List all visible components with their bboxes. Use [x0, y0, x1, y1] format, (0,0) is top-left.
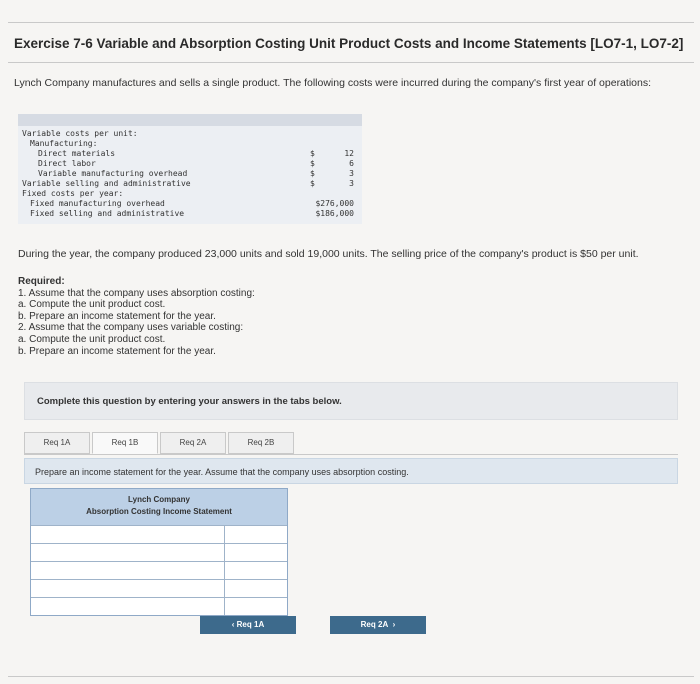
cost-row: [18, 179, 362, 189]
cost-table-header-band: [18, 114, 362, 126]
next-req-label: Req 2A: [360, 620, 389, 629]
cost-label: Fixed costs per year:: [22, 189, 124, 198]
required-item: b. Prepare an income statement for the year.: [18, 345, 216, 357]
statement-label-input[interactable]: [31, 600, 224, 617]
scenario-text: During the year, the company produced 23,000 units and sold 19,000 units. The selling price of the company's product is $50 per unit.: [18, 248, 639, 260]
tab-req-1b[interactable]: Req 1B: [92, 432, 158, 454]
statement-row: [31, 597, 287, 615]
required-item: 1. Assume that the company uses absorption costing:: [18, 287, 255, 299]
prompt-text: Prepare an income statement for the year. Assume that the company uses absorption costing.: [35, 467, 409, 477]
required-item: 2. Assume that the company uses variable costing:: [18, 322, 244, 334]
cost-value: 3: [349, 179, 354, 188]
cost-row: [18, 169, 362, 179]
top-divider: [8, 22, 694, 23]
cost-label: Manufacturing:: [30, 139, 98, 148]
statement-row: [31, 561, 287, 579]
next-req-button[interactable]: [330, 616, 426, 634]
exercise-title: Exercise 7-6 Variable and Absorption Costing Unit Product Costs and Income Statements [LO7-1, LO7-2]: [14, 36, 684, 51]
cost-value: $186,000: [315, 209, 354, 218]
instruction-bar: [24, 382, 678, 420]
statement-row: [31, 579, 287, 597]
cost-label: Variable manufacturing overhead: [38, 169, 188, 178]
cost-label: Variable selling and administrative: [22, 179, 191, 188]
cost-row: [18, 199, 362, 209]
statement-title: Absorption Costing Income Statement: [86, 507, 232, 516]
income-statement: [30, 488, 288, 616]
cost-currency: $: [310, 159, 315, 168]
title-divider: [8, 62, 694, 63]
required-block: [18, 276, 418, 357]
chevron-right-icon: ›: [388, 620, 396, 629]
required-item: a. Compute the unit product cost.: [18, 333, 166, 345]
intro-text: Lynch Company manufactures and sells a single product. The following costs were incurred during the company's first year of operations:: [14, 77, 651, 89]
statement-header: [31, 489, 287, 525]
cost-label: Direct labor: [38, 159, 96, 168]
cost-value: $276,000: [315, 199, 354, 208]
statement-row: [31, 525, 287, 543]
required-item: b. Prepare an income statement for the year.: [18, 310, 216, 322]
cost-value: 12: [344, 149, 354, 158]
statement-amount-input[interactable]: [227, 600, 289, 617]
prev-req-button[interactable]: [200, 616, 296, 634]
cost-row: [18, 149, 362, 159]
cost-currency: $: [310, 149, 315, 158]
cost-value: 6: [349, 159, 354, 168]
cost-table: [18, 114, 362, 224]
tab-req-2b[interactable]: Req 2B: [228, 432, 294, 454]
tab-req-1a[interactable]: Req 1A: [24, 432, 90, 454]
cost-row: [18, 209, 362, 219]
cost-label: Fixed selling and administrative: [30, 209, 185, 218]
cost-value: 3: [349, 169, 354, 178]
bottom-divider: [8, 676, 694, 677]
cost-label: Direct materials: [38, 149, 116, 158]
tab-req-2a[interactable]: Req 2A: [160, 432, 226, 454]
statement-company: Lynch Company: [128, 495, 190, 504]
chevron-left-icon: ‹: [231, 620, 237, 629]
cost-row: [18, 159, 362, 169]
cost-label: Variable costs per unit:: [22, 129, 138, 138]
prev-req-label: Req 1A: [236, 620, 265, 629]
required-item: a. Compute the unit product cost.: [18, 299, 166, 311]
cost-currency: $: [310, 169, 315, 178]
statement-row: [31, 543, 287, 561]
prompt-bar: [24, 458, 678, 484]
required-heading: Required:: [18, 276, 65, 287]
cost-currency: $: [310, 179, 315, 188]
cost-label: Fixed manufacturing overhead: [30, 199, 165, 208]
instruction-text: Complete this question by entering your answers in the tabs below.: [37, 396, 342, 407]
